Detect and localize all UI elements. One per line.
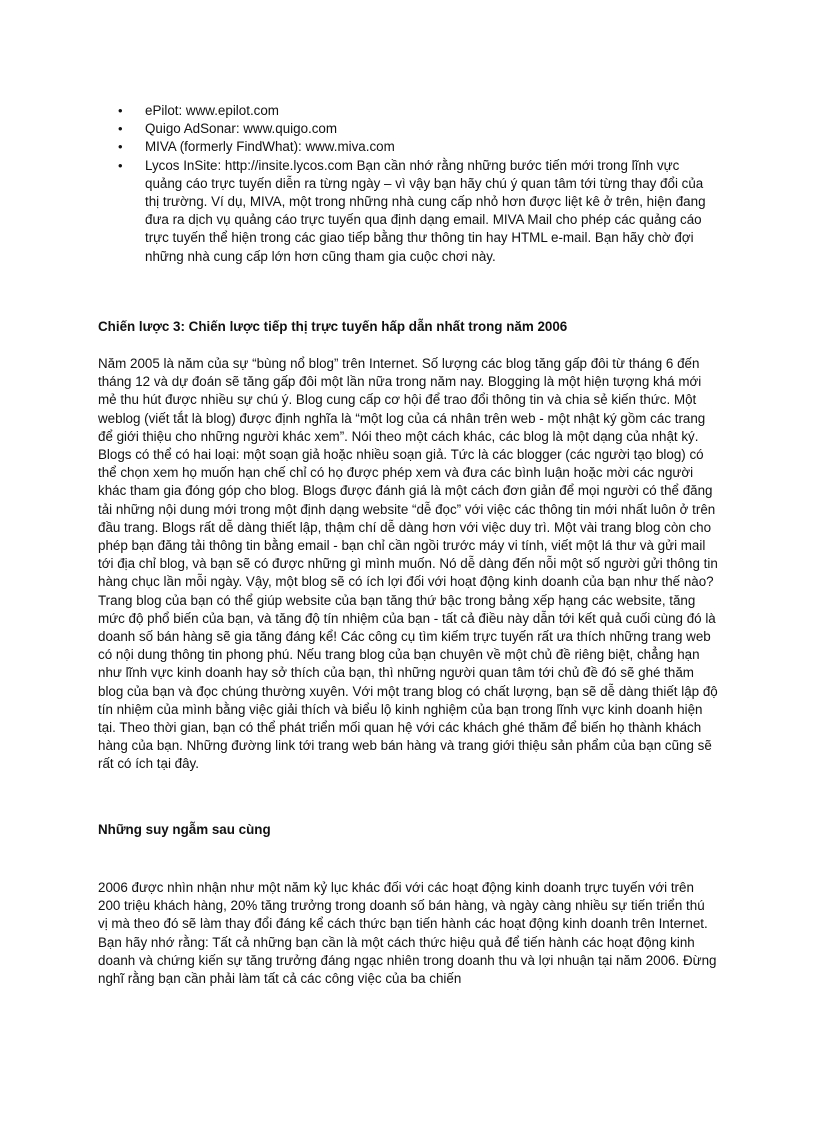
paragraph-blog-strategy: Năm 2005 là năm của sự “bùng nổ blog” trên Internet. Số lượng các blog tăng gấp đôi từ tháng 6 đến tháng 12 và dự đoán sẽ tăng gấp đôi một lần nữa trong năm nay. Blogging là một hiện tượng khá mới mẻ thu hút được nhiều sự chú ý. Blog cung cấp cơ hội để trao đổi thông tin và chia sẻ kiến thức. Một weblog (viết tắt là blog) được định nghĩa là “một log của cá nhân trên web - một nhật ký gồm các trang để giới thiệu cho những người khác xem”. Nói theo một cách khác, các blog là một dạng của nhật ký. Blogs có thể có hai loại: một soạn giả hoặc nhiều soạn giả. Tức là các blogger (các người tạo blog) có thể chọn xem họ muốn hạn chế chỉ có họ được phép xem và đưa các bình luận hoặc mời các người khác tham gia đóng góp cho blog. Blogs được đánh giá là một cách đơn giản để mọi người có thể đăng tải những nội dung mới trong một định dạng website “dễ đọc” với việc các thông tin mới nhất luôn ở trên đầu trang. Blogs rất dễ dàng thiết lập, thậm chí dễ dàng hơn với việc duy trì. Một vài trang blog còn cho phép bạn đăng tải thông tin bằng email - bạn chỉ cần ngồi trước máy vi tính, viết một lá thư và gửi mail tới địa chỉ blog, và bạn sẽ có được những gì mình muốn. Nó dễ dàng đến nỗi một số người gửi thông tin hàng chục lần mỗi ngày. Vậy, một blog sẽ có ích lợi đối với hoạt động kinh doanh của bạn như thế nào? Trang blog của bạn có thể giúp website của bạn tăng thứ bậc trong bảng xếp hạng các website, tăng mức độ phổ biến của bạn, và tăng độ tín nhiệm của bạn - tất cả điều này dẫn tới kết quả cuối cùng đó là doanh số bán hàng sẽ gia tăng đáng kể! Các công cụ tìm kiếm trực tuyến rất ưa thích những trang web có nội dung thông tin phong phú. Nếu trang blog của bạn chuyên về một chủ đề riêng biệt, chẳng hạn như lĩnh vực kinh doanh hay sở thích của bạn, thì những người quan tâm tới chủ đề đó sẽ ghé thăm blog của bạn và đọc chúng thường xuyên. Với một trang blog có chất lượng, bạn sẽ dễ dàng thiết lập độ tín nhiệm của mình bằng việc giải thích và biểu lộ kinh nghiệm của bạn trong lĩnh vực kinh doanh hiện tại. Theo thời gian, bạn có thể phát triển mối quan hệ với các khách ghé thăm để biến họ thành khách hàng của bạn. Những đường link tới trang web bán hàng và trang giới thiệu sản phẩm của bạn cũng sẽ rất có ích tại đây. xyxy=(98,356,718,772)
section-heading-final-thoughts: Những suy ngẫm sau cùng xyxy=(98,822,271,837)
bullet-item-miva: • MIVA (formerly FindWhat): www.miva.com xyxy=(118,138,718,156)
bullet-item-lycos: • Lycos InSite: http://insite.lycos.com Bạn cần nhớ rằng những bước tiến mới trong lĩnh vực quảng cáo trực tuyến diễn ra từng ngày – vì vậy bạn hãy chú ý quan tâm tới từng thay đổi của thị trường. Ví dụ, MIVA, một trong những nhà cung cấp nhỏ hơn được liệt kê ở trên, hiện đang đưa ra dịch vụ quảng cáo trực tuyến qua định dạng email. MIVA Mail cho phép các quảng cáo trực tuyến thể hiện trong các giao tiếp bằng thư thông tin hay HTML e-mail. Bạn hãy chờ đợi những nhà cung cấp lớn hơn cũng tham gia cuộc chơi này. xyxy=(118,157,718,266)
bullet-item-quigo: • Quigo AdSonar: www.quigo.com xyxy=(118,120,718,138)
provider-bullet-list xyxy=(118,102,718,266)
section-heading-strategy-3: Chiến lược 3: Chiến lược tiếp thị trực tuyến hấp dẫn nhất trong năm 2006 xyxy=(98,319,568,334)
paragraph-final-thoughts: 2006 được nhìn nhận như một năm kỷ lục khác đối với các hoạt động kinh doanh trực tuyến với trên 200 triệu khách hàng, 20% tăng trưởng trong doanh số bán hàng, và ngày càng nhiều sự tiến triển thú vị mà theo đó sẽ làm thay đổi đáng kể cách thức bạn tiến hành các hoạt động kinh doanh trên Internet. Bạn hãy nhớ rằng: Tất cả những bạn cần là một cách thức hiệu quả để tiến hành các hoạt động kinh doanh và chứng kiến sự tăng trưởng đáng ngạc nhiên trong doanh thu và lợi nhuận tại năm 2006. Đừng nghĩ rằng bạn cần phải làm tất cả các công việc của ba chiến xyxy=(98,880,717,987)
bullet-item-epilot: • ePilot: www.epilot.com xyxy=(118,102,718,120)
